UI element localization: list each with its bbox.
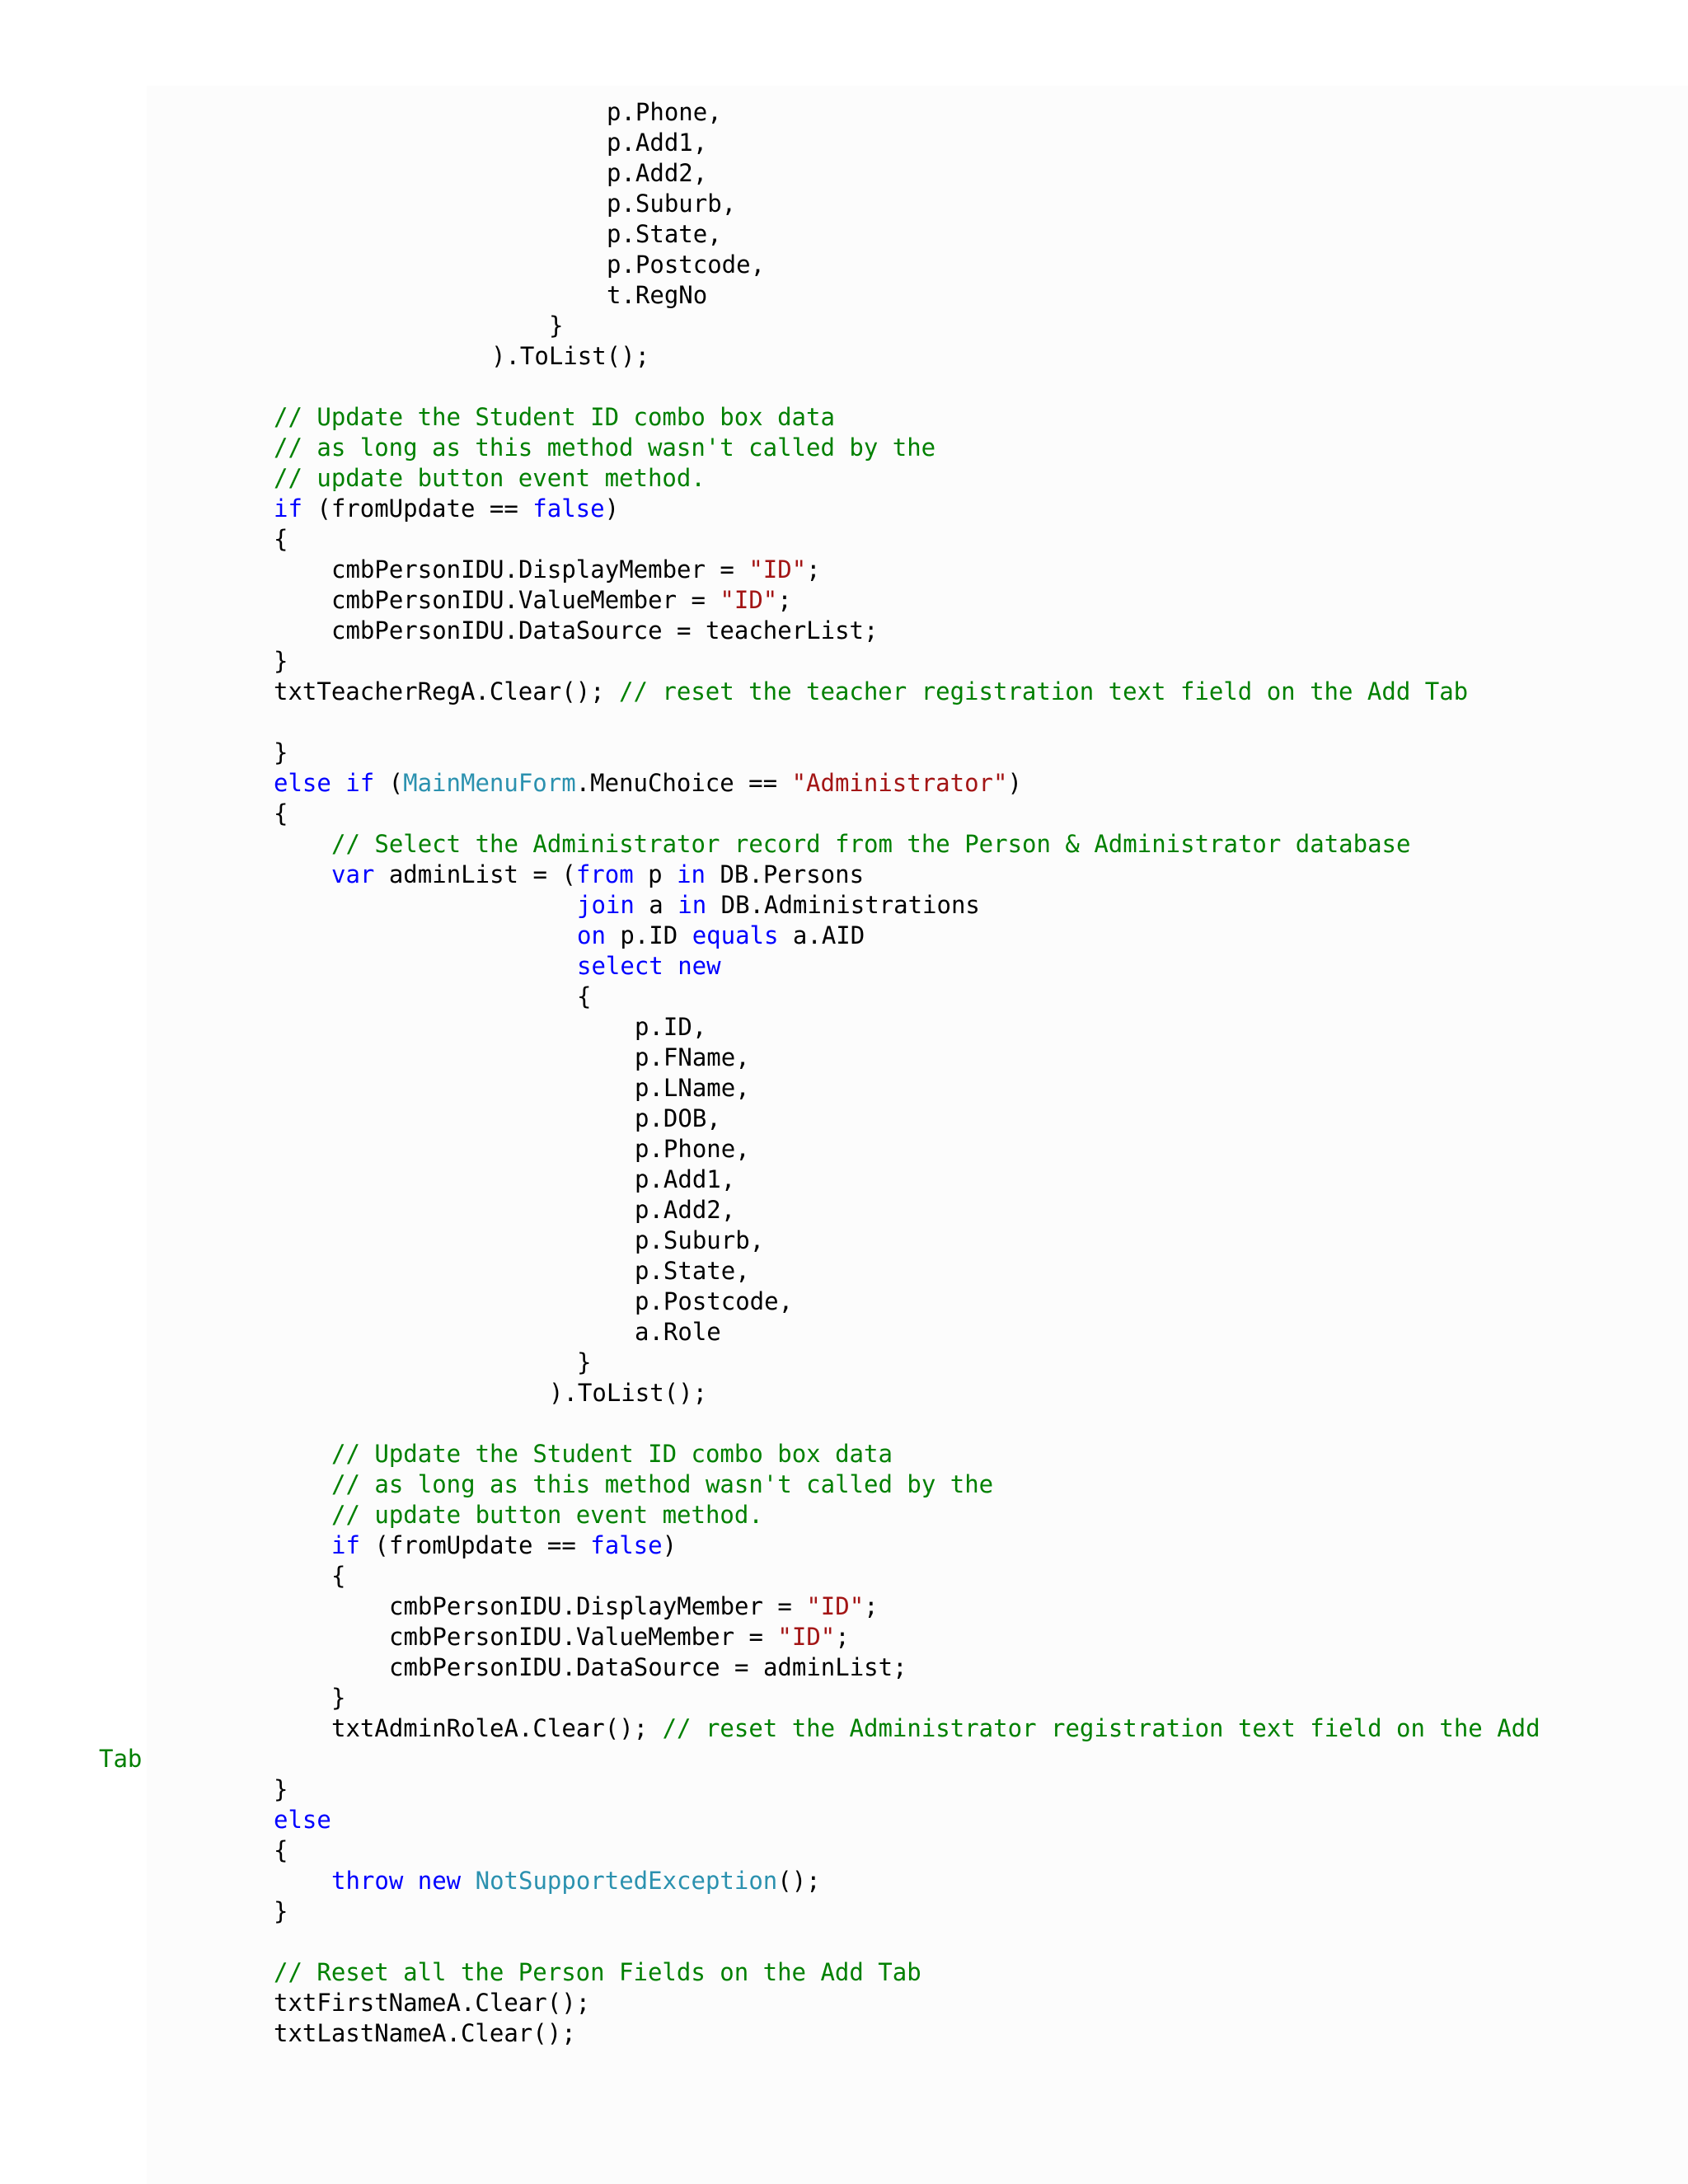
code-keyword: false (532, 494, 605, 523)
code-line (607, 280, 707, 311)
code-line (331, 1500, 763, 1530)
code-text: adminList = ( (374, 860, 576, 888)
code-keyword: false (590, 1531, 663, 1559)
code-text: } (274, 1897, 288, 1925)
code-string: "Administrator" (791, 769, 1008, 797)
code-line (274, 1835, 288, 1866)
code-line (607, 250, 765, 280)
code-line (635, 1012, 706, 1043)
code-keyword: in (678, 891, 707, 919)
code-line (274, 799, 288, 829)
code-line (549, 1378, 707, 1408)
code-text: a.AID (778, 921, 865, 949)
code-line (607, 189, 736, 219)
code-text: p.Add2, (607, 159, 708, 187)
code-line (274, 1988, 590, 2018)
code-line (607, 128, 707, 158)
code-text: { (274, 799, 288, 827)
code-text: DB.Administrations (706, 891, 980, 919)
code-line (274, 494, 619, 524)
code-text: (); (777, 1867, 821, 1895)
code-line (635, 1195, 735, 1226)
code-comment: // reset the teacher registration text field on the Add Tab (619, 677, 1469, 705)
code-keyword: from (575, 860, 634, 888)
code-text: txtAdminRoleA.Clear(); (331, 1714, 663, 1742)
code-text: } (331, 1684, 346, 1712)
code-text: } (549, 312, 564, 340)
code-line (331, 1469, 993, 1500)
code-comment: // Reset all the Person Fields on the Add Tab (274, 1958, 921, 1986)
code-text: } (274, 738, 288, 766)
code-line (274, 524, 288, 555)
code-line (635, 1256, 750, 1286)
code-line (274, 768, 1022, 799)
code-line (577, 890, 980, 921)
code-line (607, 158, 707, 189)
code-line (635, 1286, 793, 1317)
code-line (607, 219, 722, 250)
code-comment: // Select the Administrator record from the Person & Administrator database (331, 830, 1411, 858)
code-text: ).ToList(); (491, 342, 650, 370)
code-line (331, 585, 792, 616)
code-text: { (274, 1836, 288, 1864)
code-text: ; (806, 555, 821, 583)
code-text: p.ID (605, 921, 692, 949)
code-text: { (331, 1562, 346, 1590)
code-keyword: in (677, 860, 706, 888)
code-text: p.Add2, (635, 1196, 736, 1224)
code-text (461, 1867, 475, 1895)
code-comment: // Update the Student ID combo box data (274, 403, 835, 431)
code-line (274, 1805, 331, 1835)
code-text: p.FName, (635, 1043, 750, 1071)
code-line (635, 1165, 735, 1195)
code-text: ; (864, 1592, 879, 1620)
code-keyword: throw new (331, 1867, 462, 1895)
code-comment: // Update the Student ID combo box data (331, 1440, 893, 1468)
code-text: .MenuChoice == (575, 769, 792, 797)
code-text: p.Postcode, (607, 251, 766, 279)
code-text: } (274, 1775, 288, 1803)
code-text: p.Phone, (635, 1135, 750, 1163)
code-line (635, 1317, 721, 1347)
code-text: a.Role (635, 1318, 721, 1346)
code-text: cmbPersonIDU.DataSource = teacherList; (331, 616, 879, 644)
code-text: p.Suburb, (607, 190, 737, 218)
code-line (331, 1713, 1540, 1744)
code-keyword: if (274, 494, 302, 523)
code-line (274, 2018, 576, 2049)
code-line (635, 1073, 750, 1104)
code-comment: // as long as this method wasn't called by the (331, 1470, 994, 1498)
code-text: ) (604, 494, 620, 523)
code-text: p.Postcode, (635, 1287, 794, 1315)
code-text: { (274, 525, 288, 553)
code-line (331, 616, 878, 646)
code-line (274, 463, 706, 494)
code-text: txtFirstNameA.Clear(); (274, 1989, 591, 2017)
code-comment: // reset the Administrator registration text field on the Add (662, 1714, 1540, 1742)
code-line (331, 1683, 345, 1713)
code-line (389, 1591, 879, 1622)
code-line (577, 951, 721, 982)
code-text: (fromUpdate == (302, 494, 533, 523)
code-keyword: on (577, 921, 606, 949)
code-text: ; (835, 1623, 850, 1651)
code-text: p.ID, (635, 1013, 707, 1041)
code-text: p.Suburb, (635, 1226, 765, 1254)
code-text: p.State, (607, 220, 722, 248)
code-line (607, 97, 722, 128)
code-keyword: equals (692, 921, 779, 949)
code-line (331, 555, 821, 585)
code-text: cmbPersonIDU.DisplayMember = (389, 1592, 807, 1620)
code-text: } (274, 647, 288, 675)
code-text: p (633, 860, 678, 888)
code-text: p.Add1, (635, 1165, 736, 1193)
code-text: ) (662, 1531, 678, 1559)
code-keyword: else (274, 1806, 331, 1834)
code-keyword: join (577, 891, 635, 919)
code-string: "ID" (748, 555, 807, 583)
code-line (274, 1957, 921, 1988)
code-line (389, 1652, 907, 1683)
code-line (577, 1347, 591, 1378)
code-line (331, 860, 864, 890)
code-string: "ID" (806, 1592, 865, 1620)
code-text: p.Phone, (607, 98, 722, 126)
code-line (549, 311, 563, 341)
code-text: ; (777, 586, 792, 614)
code-comment: Tab (99, 1745, 143, 1773)
code-line (577, 921, 865, 951)
code-text: p.Add1, (607, 129, 708, 157)
code-line (331, 829, 1410, 860)
code-text: (fromUpdate == (359, 1531, 591, 1559)
code-comment: // as long as this method wasn't called by the (274, 434, 936, 462)
code-text: txtLastNameA.Clear(); (274, 2019, 576, 2047)
code-text: a (634, 891, 678, 919)
code-line (331, 1530, 677, 1561)
code-text: } (577, 1348, 592, 1376)
code-text: cmbPersonIDU.DisplayMember = (331, 555, 749, 583)
code-keyword: if (331, 1531, 360, 1559)
code-text: cmbPersonIDU.DataSource = adminList; (389, 1653, 907, 1681)
code-line (274, 1896, 288, 1927)
code-text: txtTeacherRegA.Clear(); (274, 677, 620, 705)
code-line (331, 1866, 821, 1896)
code-line (331, 1561, 345, 1591)
code-line (635, 1043, 750, 1073)
code-comment: // update button event method. (274, 464, 706, 492)
code-text: ( (374, 769, 404, 797)
code-line (635, 1226, 764, 1256)
code-line (635, 1104, 721, 1134)
code-line (274, 433, 935, 463)
code-string: "ID" (720, 586, 778, 614)
code-text: p.DOB, (635, 1104, 721, 1132)
code-line (274, 646, 288, 677)
code-keyword: else if (274, 769, 375, 797)
code-text: p.LName, (635, 1074, 750, 1102)
code-line (491, 341, 649, 372)
code-line (635, 1134, 750, 1165)
code-line (274, 738, 288, 768)
code-text: p.State, (635, 1257, 750, 1285)
code-line (274, 677, 1468, 707)
code-string: "ID" (777, 1623, 836, 1651)
code-text: DB.Persons (705, 860, 865, 888)
code-keyword: select new (577, 952, 721, 980)
code-text: ).ToList(); (549, 1379, 708, 1407)
code-line (331, 1439, 893, 1469)
code-line (577, 982, 591, 1012)
code-text: { (577, 982, 592, 1010)
code-text: t.RegNo (607, 281, 708, 309)
code-comment: // update button event method. (331, 1501, 763, 1529)
code-text: cmbPersonIDU.ValueMember = (331, 586, 720, 614)
code-line (99, 1744, 142, 1774)
code-line (274, 1774, 288, 1805)
code-line (274, 402, 835, 433)
code-type: NotSupportedException (475, 1867, 778, 1895)
code-text: cmbPersonIDU.ValueMember = (389, 1623, 778, 1651)
code-text: ) (1007, 769, 1022, 797)
code-line (389, 1622, 850, 1652)
code-keyword: var (331, 860, 375, 888)
code-type: MainMenuForm (403, 769, 576, 797)
